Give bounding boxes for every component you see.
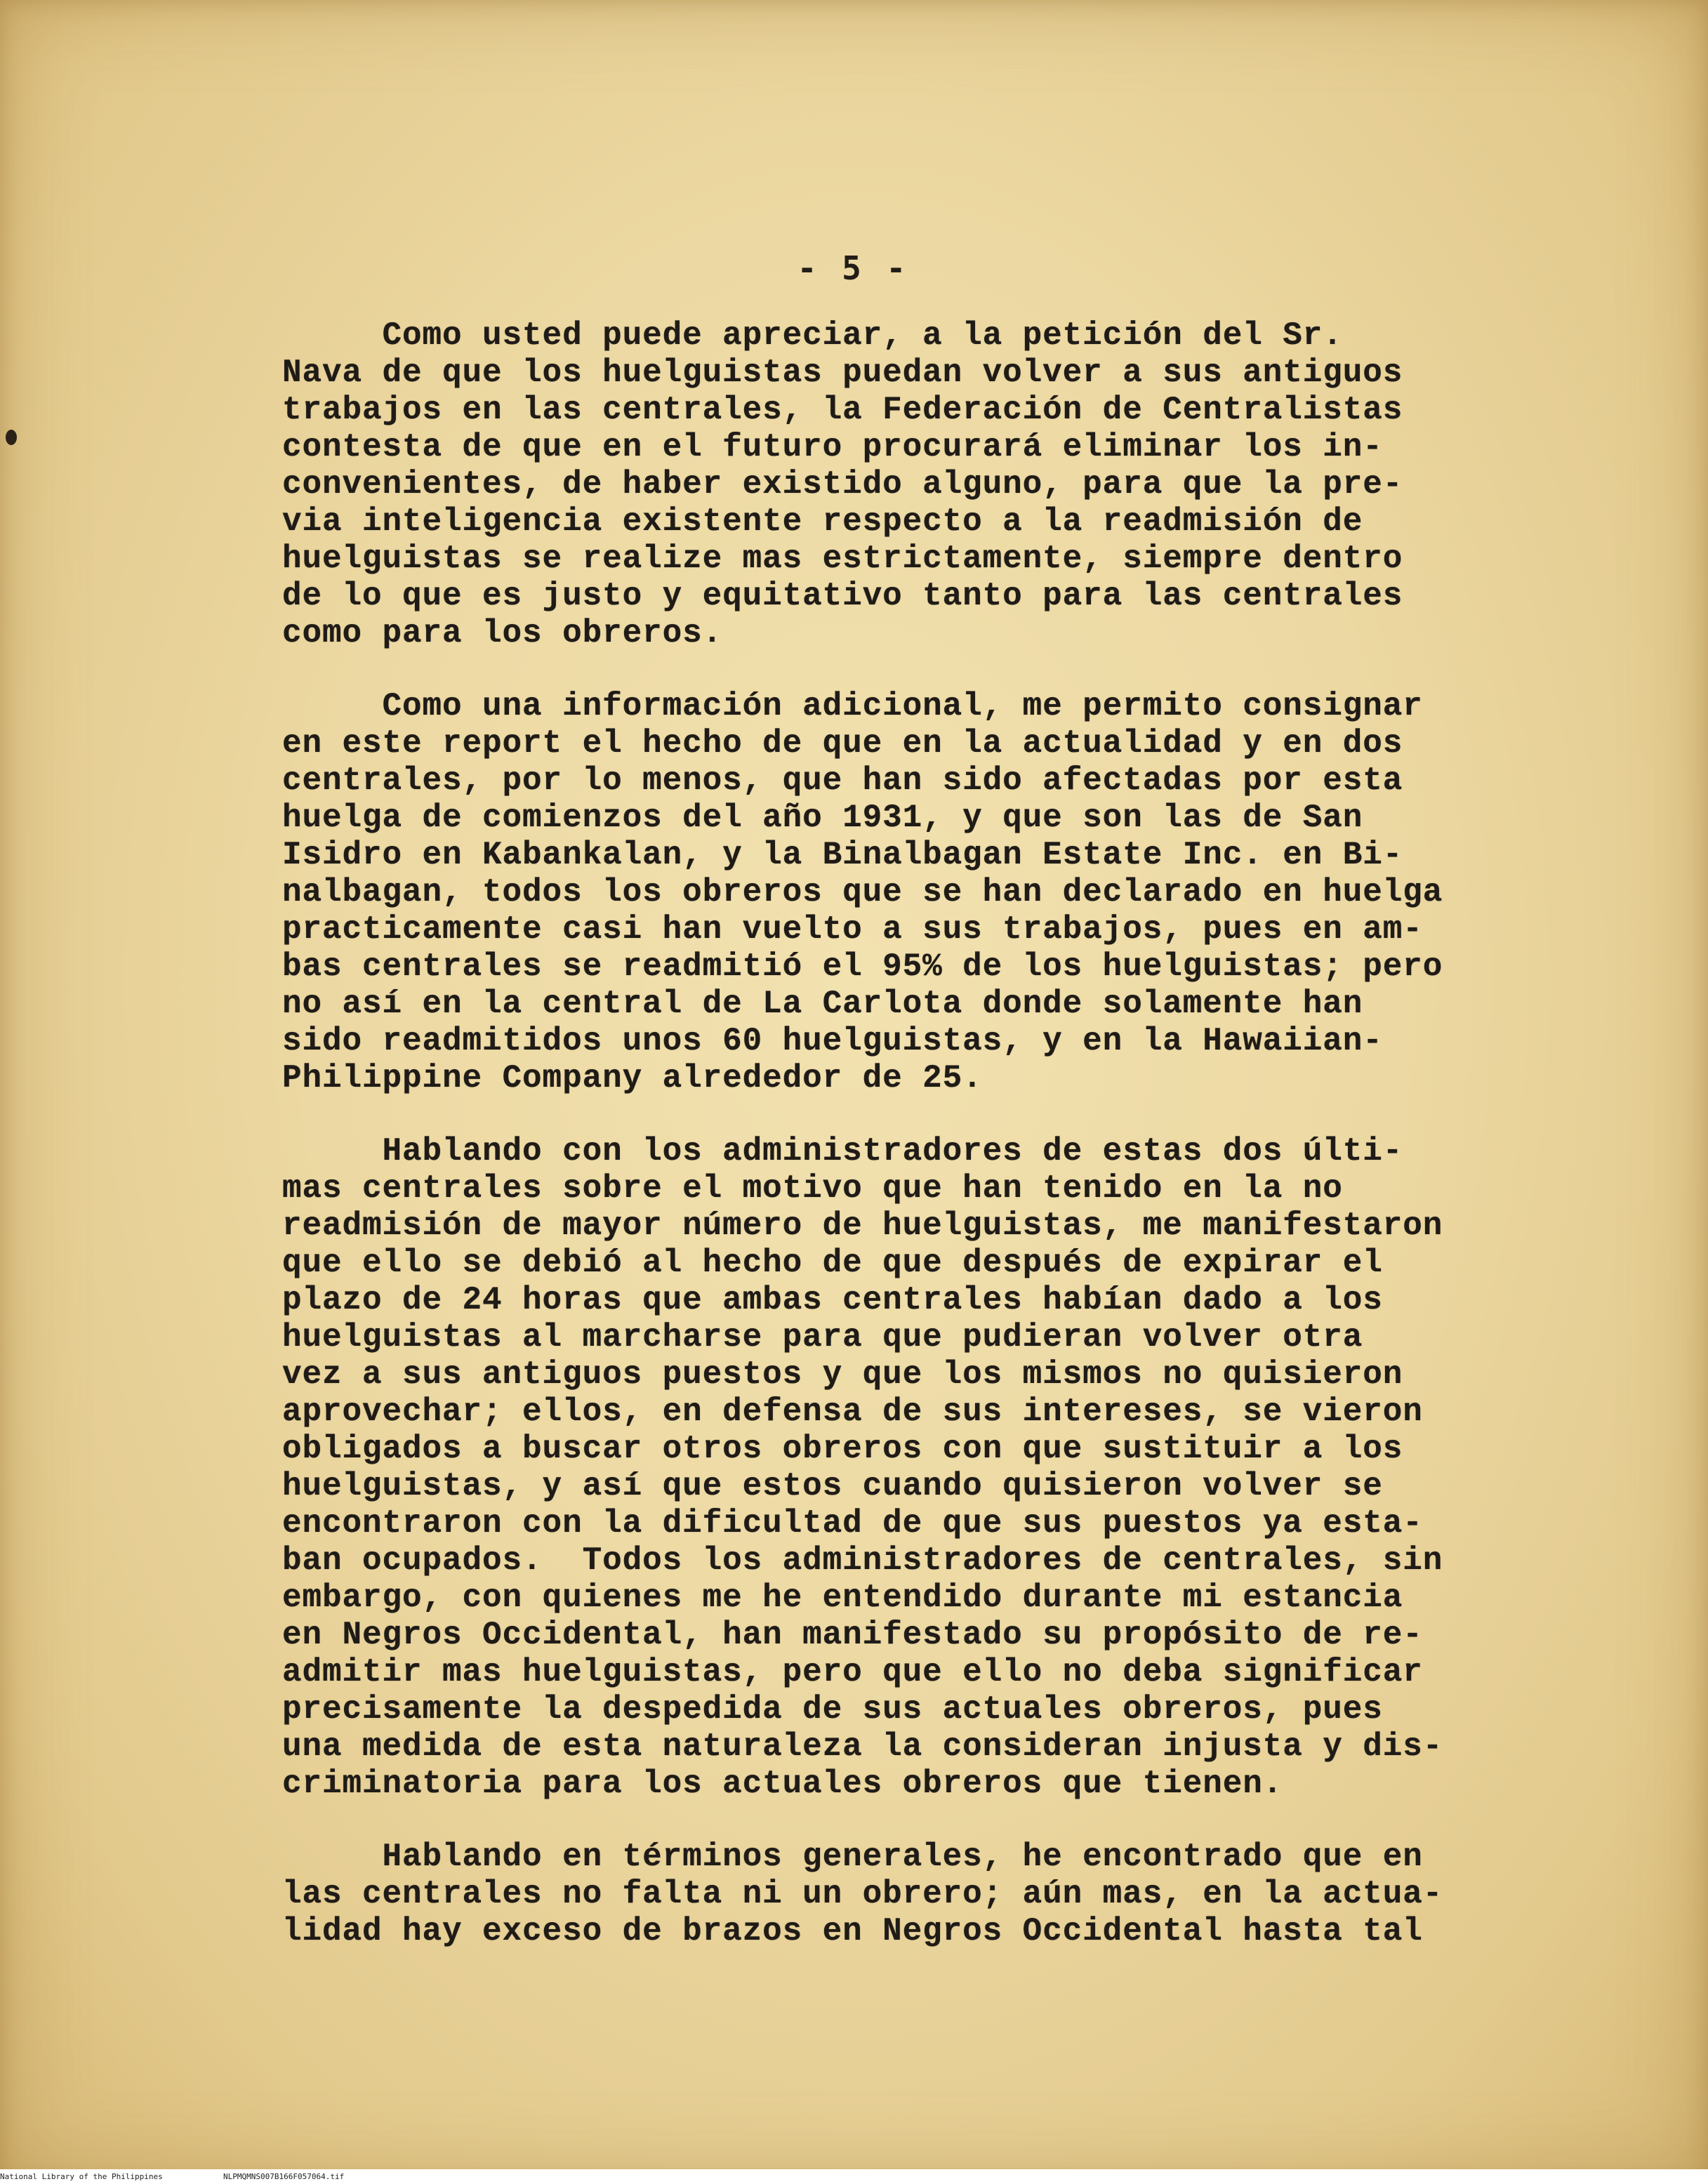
text-line: Isidro en Kabankalan, y la Binalbagan Estate Inc. en Bi- (282, 837, 1403, 873)
text-line: como para los obreros. (282, 615, 723, 651)
text-line: practicamente casi han vuelto a sus trabajos, pues en am- (282, 911, 1423, 948)
text-line: embargo, con quienes me he entendido durante mi estancia (282, 1580, 1403, 1616)
text-line: bas centrales se readmitió el 95% de los huelguistas; pero (282, 948, 1443, 985)
text-line: trabajos en las centrales, la Federación de Centralistas (282, 392, 1403, 428)
text-line: Philippine Company alrededor de 25. (282, 1060, 983, 1097)
text-line: Como usted puede apreciar, a la petición del Sr. (282, 317, 1343, 354)
scan-footer (0, 2169, 1708, 2184)
text-line: mas centrales sobre el motivo que han tenido en la no (282, 1170, 1343, 1207)
text-line: contesta de que en el futuro procurará eliminar los in- (282, 429, 1383, 465)
text-line: no así en la central de La Carlota donde solamente han (282, 986, 1363, 1022)
text-line: plazo de 24 horas que ambas centrales habían dado a los (282, 1282, 1383, 1318)
text-line: Como una información adicional, me permito consignar (282, 688, 1423, 724)
text-line: ban ocupados. Todos los administradores de centrales, sin (282, 1542, 1443, 1579)
footer-library-name: National Library of the Philippines (0, 2172, 163, 2181)
text-line: criminatoria para los actuales obreros que tienen. (282, 1766, 1283, 1802)
text-line: de lo que es justo y equitativo tanto para las centrales (282, 578, 1403, 614)
text-line: admitir mas huelguistas, pero que ello no deba significar (282, 1654, 1423, 1690)
text-line: encontraron con la dificultad de que sus puestos ya esta- (282, 1505, 1423, 1542)
text-line: sido readmitidos unos 60 huelguistas, y en la Hawaiian- (282, 1023, 1383, 1059)
footer-file-id: NLPMQMNS007B166F057064.tif (223, 2172, 345, 2181)
text-line: Hablando en términos generales, he encontrado que en (282, 1839, 1423, 1875)
document-body (282, 317, 1518, 1986)
text-line: una medida de esta naturaleza la consideran injusta y dis- (282, 1728, 1443, 1765)
text-line: Hablando con los administradores de estas dos últi- (282, 1133, 1403, 1170)
binding-hole-mark (6, 430, 17, 445)
text-line: centrales, por lo menos, que han sido afectadas por esta (282, 762, 1403, 799)
text-line: en Negros Occidental, han manifestado su propósito de re- (282, 1617, 1423, 1653)
text-line: huelguistas, y así que estos cuando quisieron volver se (282, 1468, 1383, 1504)
text-line: nalbagan, todos los obreros que se han declarado en huelga (282, 874, 1443, 911)
paragraph (282, 1133, 1518, 1803)
text-line: obligados a buscar otros obreros con que sustituir a los (282, 1431, 1403, 1467)
text-line: vez a sus antiguos puestos y que los mismos no quisieron (282, 1356, 1403, 1393)
text-line: en este report el hecho de que en la actualidad y en dos (282, 725, 1403, 762)
text-line: convenientes, de haber existido alguno, para que la pre- (282, 466, 1403, 503)
text-line: huelguistas al marcharse para que pudieran volver otra (282, 1319, 1363, 1356)
text-line: las centrales no falta ni un obrero; aún mas, en la actua- (282, 1876, 1443, 1912)
text-line: aprovechar; ellos, en defensa de sus intereses, se vieron (282, 1394, 1423, 1430)
paragraph (282, 688, 1518, 1097)
text-line: readmisión de mayor número de huelguistas, me manifestaron (282, 1207, 1443, 1244)
text-line: huelguistas se realize mas estrictamente, siempre dentro (282, 541, 1403, 577)
text-line: huelga de comienzos del año 1931, y que son las de San (282, 800, 1363, 836)
paragraph (282, 1839, 1518, 1950)
text-line: via inteligencia existente respecto a la readmisión de (282, 503, 1363, 540)
page-number: - 5 - (797, 249, 909, 287)
text-line: Nava de que los huelguistas puedan volver a sus antiguos (282, 355, 1403, 391)
text-line: lidad hay exceso de brazos en Negros Occidental hasta tal (282, 1913, 1423, 1950)
paragraph (282, 317, 1518, 652)
text-line: que ello se debió al hecho de que después de expirar el (282, 1245, 1383, 1281)
text-line: precisamente la despedida de sus actuales obreros, pues (282, 1691, 1383, 1728)
